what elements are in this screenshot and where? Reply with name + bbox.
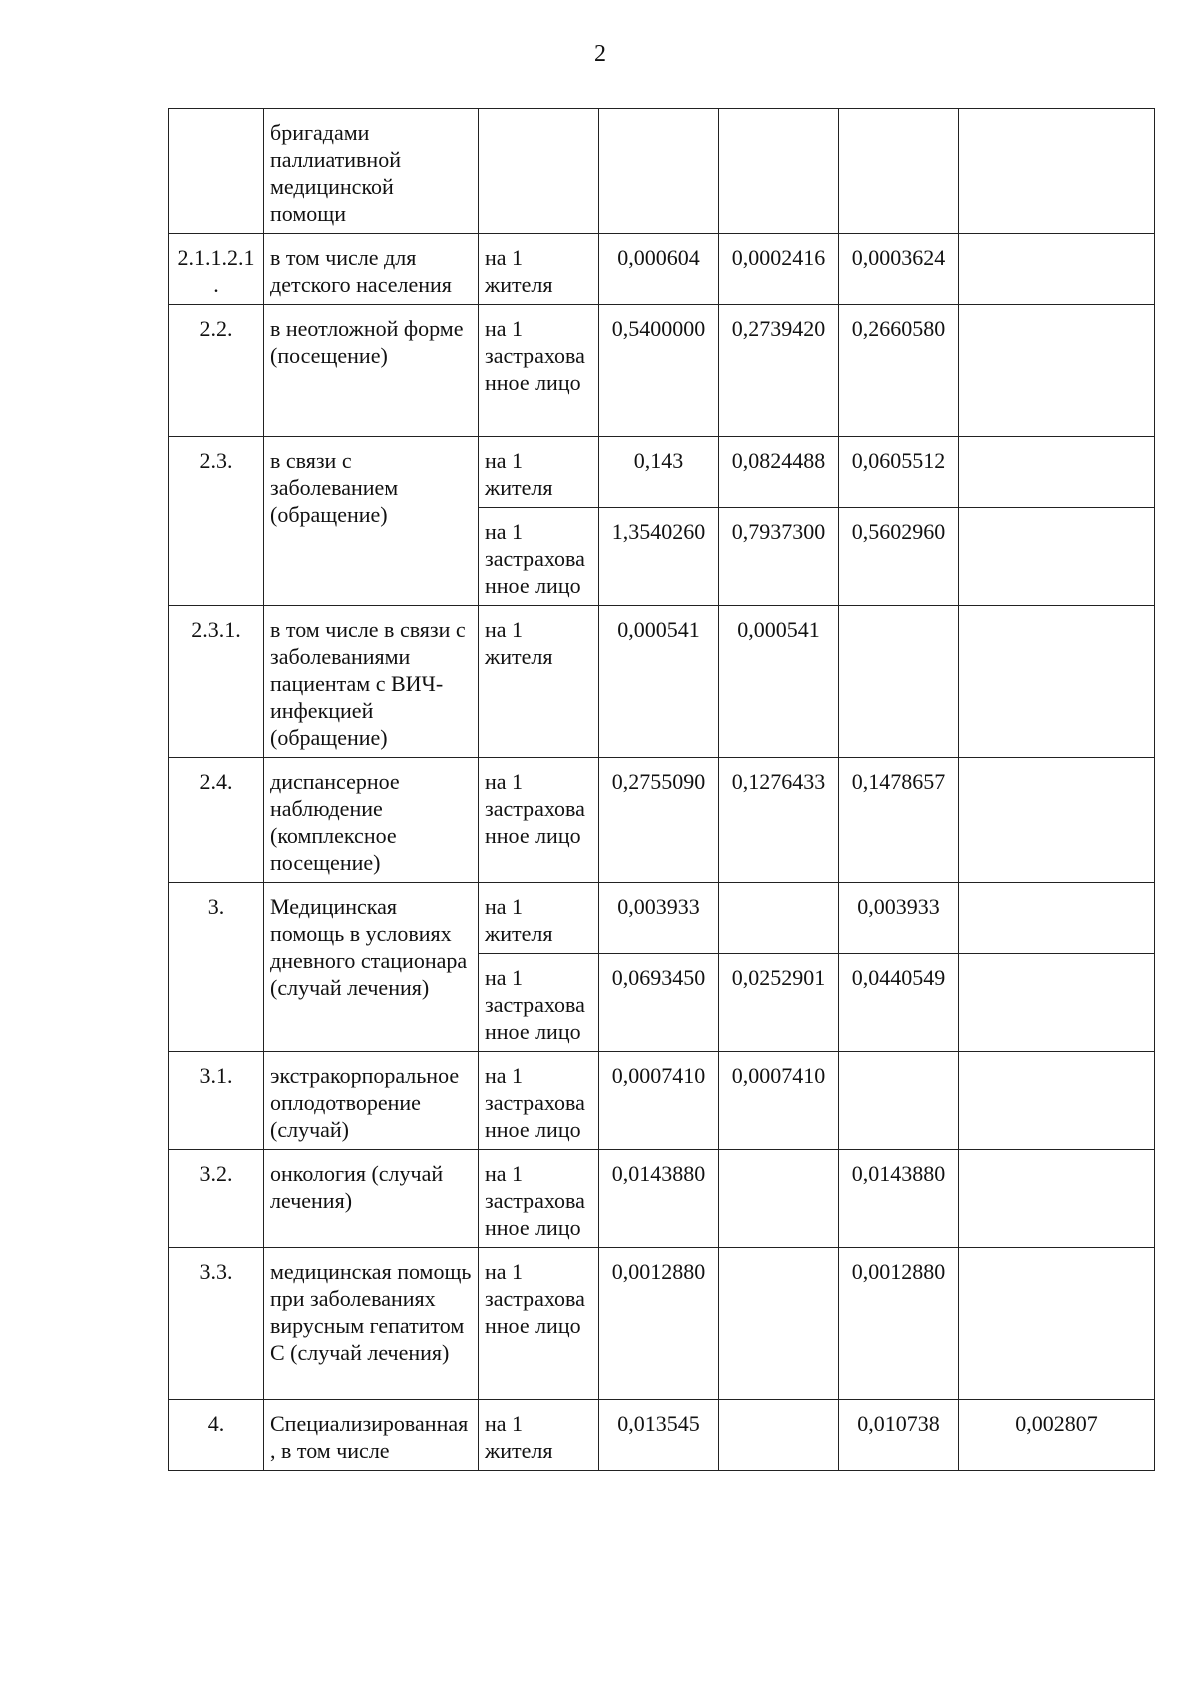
row-number-cell: 3.1.: [169, 1052, 264, 1150]
row-number-cell: [169, 109, 264, 234]
table-row: [169, 109, 1155, 234]
unit-cell: [479, 109, 599, 234]
value-cell-4: 0,002807: [959, 1400, 1155, 1471]
value-cell-1: [599, 109, 719, 234]
row-number-cell: 2.3.1.: [169, 606, 264, 758]
unit-cell: на 1 жителя: [479, 606, 599, 758]
value-cell-3: 0,5602960: [839, 508, 959, 606]
value-cell-2: 0,1276433: [719, 758, 839, 883]
row-number-cell: 3.2.: [169, 1150, 264, 1248]
indicator-name-cell: в связи с заболеванием (обращение): [264, 437, 479, 606]
value-cell-3: [839, 109, 959, 234]
value-cell-2: 0,0252901: [719, 954, 839, 1052]
table-row: [169, 234, 1155, 305]
table-row: [169, 1052, 1155, 1150]
value-cell-1: 0,003933: [599, 883, 719, 954]
value-cell-1: 0,0007410: [599, 1052, 719, 1150]
unit-cell: на 1 застрахованное лицо: [479, 1150, 599, 1248]
value-cell-2: 0,0824488: [719, 437, 839, 508]
value-cell-4: [959, 606, 1155, 758]
value-cell-3: 0,1478657: [839, 758, 959, 883]
value-cell-2: 0,000541: [719, 606, 839, 758]
value-cell-3: 0,2660580: [839, 305, 959, 437]
table-row: [169, 606, 1155, 758]
row-number-cell: 2.2.: [169, 305, 264, 437]
norms-table: [168, 108, 1155, 1471]
unit-cell: на 1 застрахованное лицо: [479, 758, 599, 883]
indicator-name-cell: Специализированная, в том числе: [264, 1400, 479, 1471]
value-cell-4: [959, 1248, 1155, 1400]
value-cell-3: 0,0143880: [839, 1150, 959, 1248]
value-cell-1: 0,2755090: [599, 758, 719, 883]
table-row: [169, 1150, 1155, 1248]
indicator-name-cell: экстракорпоральное оплодотворение (случай): [264, 1052, 479, 1150]
row-number-cell: 2.3.: [169, 437, 264, 606]
indicator-name-cell: диспансерное наблюдение (комплексное посещение): [264, 758, 479, 883]
value-cell-2: 0,2739420: [719, 305, 839, 437]
value-cell-2: [719, 1150, 839, 1248]
value-cell-3: 0,010738: [839, 1400, 959, 1471]
row-number-cell: 3.3.: [169, 1248, 264, 1400]
value-cell-2: [719, 1248, 839, 1400]
value-cell-4: [959, 1052, 1155, 1150]
indicator-name-cell: бригадами паллиативной медицинской помощи: [264, 109, 479, 234]
table-row: [169, 883, 1155, 954]
page-number: 2: [594, 41, 606, 67]
table-row: [169, 305, 1155, 437]
value-cell-3: [839, 1052, 959, 1150]
value-cell-3: [839, 606, 959, 758]
table-row: [169, 758, 1155, 883]
unit-cell: на 1 жителя: [479, 437, 599, 508]
value-cell-1: 0,0693450: [599, 954, 719, 1052]
value-cell-4: [959, 954, 1155, 1052]
indicator-name-cell: онкология (случай лечения): [264, 1150, 479, 1248]
value-cell-3: 0,0440549: [839, 954, 959, 1052]
value-cell-1: 0,0143880: [599, 1150, 719, 1248]
value-cell-2: 0,0002416: [719, 234, 839, 305]
value-cell-1: 0,013545: [599, 1400, 719, 1471]
value-cell-2: 0,0007410: [719, 1052, 839, 1150]
value-cell-2: [719, 1400, 839, 1471]
value-cell-3: 0,003933: [839, 883, 959, 954]
value-cell-2: 0,7937300: [719, 508, 839, 606]
value-cell-4: [959, 305, 1155, 437]
unit-cell: на 1 застрахованное лицо: [479, 508, 599, 606]
value-cell-4: [959, 234, 1155, 305]
indicator-name-cell: в том числе в связи с заболеваниями пациентам с ВИЧ-инфекцией (обращение): [264, 606, 479, 758]
indicator-name-cell: в неотложной форме (посещение): [264, 305, 479, 437]
table-row: [169, 437, 1155, 508]
unit-cell: на 1 застрахованное лицо: [479, 1052, 599, 1150]
unit-cell: на 1 жителя: [479, 1400, 599, 1471]
table-row: [169, 1248, 1155, 1400]
value-cell-4: [959, 109, 1155, 234]
unit-cell: на 1 жителя: [479, 234, 599, 305]
row-number-cell: 2.1.1.2.1.: [169, 234, 264, 305]
value-cell-4: [959, 758, 1155, 883]
value-cell-3: 0,0605512: [839, 437, 959, 508]
value-cell-4: [959, 1150, 1155, 1248]
value-cell-1: 0,143: [599, 437, 719, 508]
value-cell-4: [959, 437, 1155, 508]
unit-cell: на 1 застрахованное лицо: [479, 1248, 599, 1400]
value-cell-1: 1,3540260: [599, 508, 719, 606]
value-cell-1: 0,5400000: [599, 305, 719, 437]
value-cell-4: [959, 508, 1155, 606]
unit-cell: на 1 застрахованное лицо: [479, 954, 599, 1052]
indicator-name-cell: в том числе для детского населения: [264, 234, 479, 305]
value-cell-2: [719, 109, 839, 234]
table-row: [169, 1400, 1155, 1471]
row-number-cell: 2.4.: [169, 758, 264, 883]
value-cell-2: [719, 883, 839, 954]
unit-cell: на 1 застрахованное лицо: [479, 305, 599, 437]
value-cell-1: 0,0012880: [599, 1248, 719, 1400]
indicator-name-cell: Медицинская помощь в условиях дневного стационара (случай лечения): [264, 883, 479, 1052]
value-cell-3: 0,0012880: [839, 1248, 959, 1400]
row-number-cell: 3.: [169, 883, 264, 1052]
value-cell-3: 0,0003624: [839, 234, 959, 305]
indicator-name-cell: медицинская помощь при заболеваниях вирусным гепатитом С (случай лечения): [264, 1248, 479, 1400]
value-cell-1: 0,000604: [599, 234, 719, 305]
value-cell-4: [959, 883, 1155, 954]
unit-cell: на 1 жителя: [479, 883, 599, 954]
row-number-cell: 4.: [169, 1400, 264, 1471]
value-cell-1: 0,000541: [599, 606, 719, 758]
